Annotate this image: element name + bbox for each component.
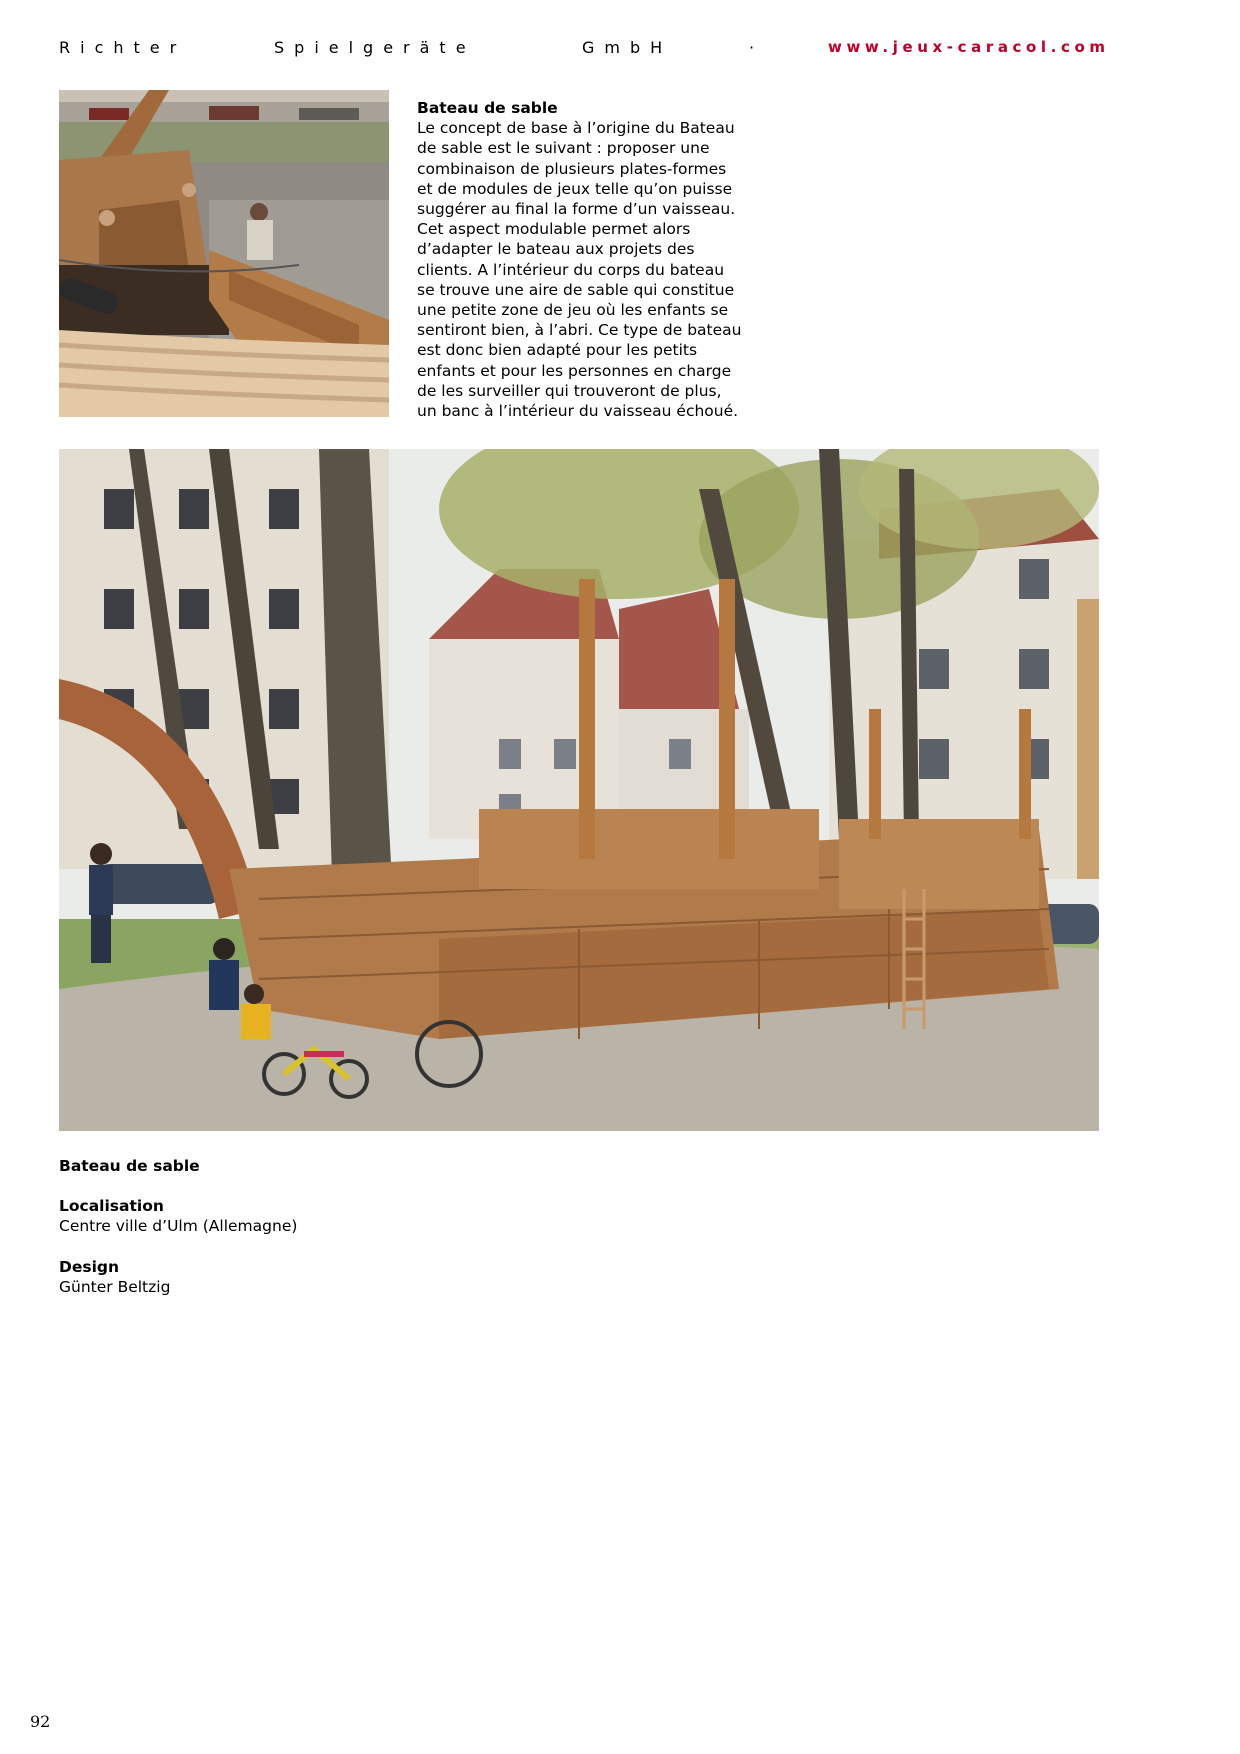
header-website-link[interactable]: www.jeux-caracol.com [828,38,1110,56]
project-description [417,98,757,421]
header-company-name: Richter [59,38,187,57]
project-details [59,1156,559,1297]
sand-boat-overview-photo [59,449,1099,1131]
page-header [59,38,1110,62]
header-company-name-2: Spielgeräte [274,38,476,57]
header-company-suffix: GmbH [582,38,673,57]
project-name: Bateau de sable [59,1157,200,1175]
description-title: Bateau de sable [417,99,558,117]
design-value: Günter Beltzig [59,1277,171,1296]
sand-boat-interior-photo [59,90,389,417]
design-label: Design [59,1257,120,1276]
page-number: 92 [30,1712,51,1731]
description-body: Le concept de base à l’origine du Bateau de sable est le suivant : proposer une combinaison de plusieurs plates-formes et de modules de jeux telle qu’on puisse suggérer au final la forme d’un vaisseau. Cet aspect modulable permet alors d’adapter le bateau aux projets des clients. A l’intérieur du corps du bateau se trouve une aire de sable qui constitue une petite zone de jeu où les enfants se sentiront bien, à l’abri. Ce type de bateau est donc bien adapté pour les petits enfants et pour les personnes en charge de les surveiller qui trouveront de plus, un banc à l’intérieur du vaisseau échoué. [417,119,742,421]
location-value: Centre ville d’Ulm (Allemagne) [59,1217,298,1236]
location-label: Localisation [59,1197,164,1216]
header-separator: · [749,38,765,57]
